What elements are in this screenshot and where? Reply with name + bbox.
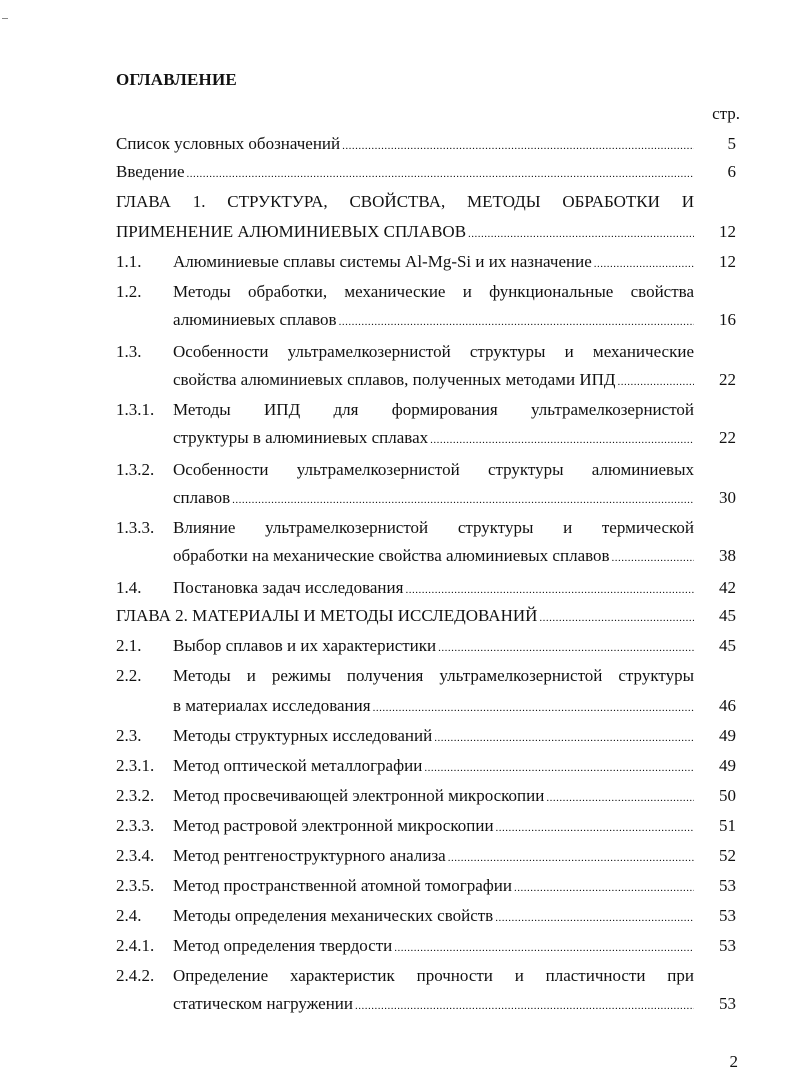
toc-entry-number: 2.4.	[116, 906, 142, 925]
toc-entry-page: 49	[719, 726, 736, 745]
toc-entry-page: 51	[719, 816, 736, 835]
toc-entry-page: 12	[719, 222, 736, 241]
toc-entry-number: 2.1.	[116, 636, 142, 655]
toc-entry-page: 53	[719, 906, 736, 925]
toc-entry-text: Особенности ультрамелкозернистой структуры алюминиевых	[173, 460, 694, 479]
toc-entry-number: 2.4.1.	[116, 936, 155, 955]
toc-entry	[0, 752, 796, 780]
toc-entry-text: ГЛАВА 2. МАТЕРИАЛЫ И МЕТОДЫ ИССЛЕДОВАНИЙ .....	[116, 602, 694, 632]
toc-entry-page: 6	[727, 162, 736, 181]
toc-entry	[0, 574, 796, 602]
toc-entry-page: 50	[719, 786, 736, 805]
toc-entry	[0, 542, 796, 570]
toc-entry-text: свойства алюминиевых сплавов, полученных методами ИПД .....	[173, 366, 694, 396]
toc-entry-text: Метод оптической металлографии .....	[173, 752, 694, 782]
toc-entry-text: Алюминиевые сплавы системы Al-Mg-Si и их назначение .....	[173, 248, 694, 278]
toc-entry-page: 46	[719, 696, 736, 715]
toc-entry-page: 53	[719, 876, 736, 895]
toc-entry-text: структуры в алюминиевых сплавах .....	[173, 424, 694, 454]
toc-entry-text: ПРИМЕНЕНИЕ АЛЮМИНИЕВЫХ СПЛАВОВ .....	[116, 218, 694, 248]
toc-entry-number: 2.3.	[116, 726, 142, 745]
page-number: 2	[729, 1052, 738, 1071]
toc-entry	[0, 484, 796, 512]
toc-entry-page: 45	[719, 606, 736, 625]
toc-entry-page: 45	[719, 636, 736, 655]
toc-entry-page: 22	[719, 428, 736, 447]
toc-entry-text: Влияние ультрамелкозернистой структуры и термической	[173, 518, 694, 537]
toc-entry-text: Определение характеристик прочности и пластичности при	[173, 966, 694, 985]
toc-entry-number: 2.3.1.	[116, 756, 155, 775]
toc-entry	[0, 962, 796, 990]
toc-entry	[0, 456, 796, 484]
toc-entry-page: 16	[719, 310, 736, 329]
toc-entry-text: сплавов .....	[173, 484, 694, 514]
toc-entry-number: 1.1.	[116, 252, 142, 271]
toc-entry-text: Список условных обозначений .....	[116, 130, 694, 160]
toc-entry-text: Метод пространственной атомной томографии .....	[173, 872, 694, 902]
toc-entry-text: в материалах исследования .....	[173, 692, 694, 722]
toc-entry	[0, 130, 796, 158]
toc-entry	[0, 662, 796, 690]
toc-entry	[0, 990, 796, 1018]
toc-entry-page: 49	[719, 756, 736, 775]
toc-entry	[0, 218, 796, 246]
toc-entry	[0, 932, 796, 960]
toc-entry-text: Метод рентгеноструктурного анализа .....	[173, 842, 694, 872]
toc-entry-page: 22	[719, 370, 736, 389]
toc-entry-number: 2.2.	[116, 666, 142, 685]
toc-entry-text: Методы и режимы получения ультрамелкозернистой структуры	[173, 666, 694, 685]
toc-entry	[0, 812, 796, 840]
toc-entry-text: Постановка задач исследования .....	[173, 574, 694, 604]
toc-entry	[0, 722, 796, 750]
toc-entry-number: 1.3.1.	[116, 400, 155, 419]
toc-entry-page: 12	[719, 252, 736, 271]
toc-entry-page: 30	[719, 488, 736, 507]
toc-entry-text: Методы обработки, механические и функциональные свойства	[173, 282, 694, 301]
toc-entry-text: статическом нагружении .....	[173, 990, 694, 1020]
toc-entry-text: Особенности ультрамелкозернистой структуры и механические	[173, 342, 694, 361]
toc-entry	[0, 782, 796, 810]
toc-entry-number: 2.3.2.	[116, 786, 155, 805]
toc-entry-text: Введение .....	[116, 158, 694, 188]
toc-entry-text: Метод растровой электронной микроскопии .....	[173, 812, 694, 842]
toc-entry-number: 1.3.3.	[116, 518, 155, 537]
toc-entry	[0, 396, 796, 424]
page-column-label: стр.	[712, 104, 740, 123]
toc-entry-page: 42	[719, 578, 736, 597]
toc-entry-number: 1.3.	[116, 342, 142, 361]
toc-entry	[0, 338, 796, 366]
toc-entry	[0, 602, 796, 630]
toc-entry	[0, 188, 796, 216]
toc-entry-text: Методы определения механических свойств .....	[173, 902, 694, 932]
toc-entry-text: обработки на механические свойства алюминиевых сплавов .....	[173, 542, 694, 572]
page-title: ОГЛАВЛЕНИЕ	[116, 70, 237, 89]
toc-entry-number: 1.2.	[116, 282, 142, 301]
toc-entry	[0, 514, 796, 542]
toc-entry-page: 53	[719, 994, 736, 1013]
toc-entry	[0, 842, 796, 870]
toc-entry-number: 2.3.5.	[116, 876, 155, 895]
toc-entry-page: 38	[719, 546, 736, 565]
toc-entry	[0, 424, 796, 452]
toc-entry	[0, 278, 796, 306]
toc-entry	[0, 692, 796, 720]
toc-entry-text: ГЛАВА 1. СТРУКТУРА, СВОЙСТВА, МЕТОДЫ ОБРАБОТКИ И	[116, 192, 694, 211]
toc-entry	[0, 872, 796, 900]
toc-entry-text: Метод просвечивающей электронной микроскопии .....	[173, 782, 694, 812]
toc-entry-number: 2.3.4.	[116, 846, 155, 865]
scan-mark	[2, 18, 8, 19]
toc-entry-number: 2.4.2.	[116, 966, 155, 985]
toc-entry-text: алюминиевых сплавов .....	[173, 306, 694, 336]
toc-entry	[0, 366, 796, 394]
toc-entry-number: 2.3.3.	[116, 816, 155, 835]
toc-entry-text: Методы структурных исследований .....	[173, 722, 694, 752]
toc-entry	[0, 248, 796, 276]
toc-entry	[0, 306, 796, 334]
toc-entry-page: 5	[727, 134, 736, 153]
toc-entry-page: 52	[719, 846, 736, 865]
toc-entry	[0, 902, 796, 930]
toc-entry-text: Выбор сплавов и их характеристики .....	[173, 632, 694, 662]
toc-entry-number: 1.3.2.	[116, 460, 155, 479]
toc-entry-page: 53	[719, 936, 736, 955]
toc-entry-text: Методы ИПД для формирования ультрамелкозернистой	[173, 400, 694, 419]
toc-entry-number: 1.4.	[116, 578, 142, 597]
toc-entry-text: Метод определения твердости .....	[173, 932, 694, 962]
toc-entry	[0, 158, 796, 186]
toc-entry	[0, 632, 796, 660]
